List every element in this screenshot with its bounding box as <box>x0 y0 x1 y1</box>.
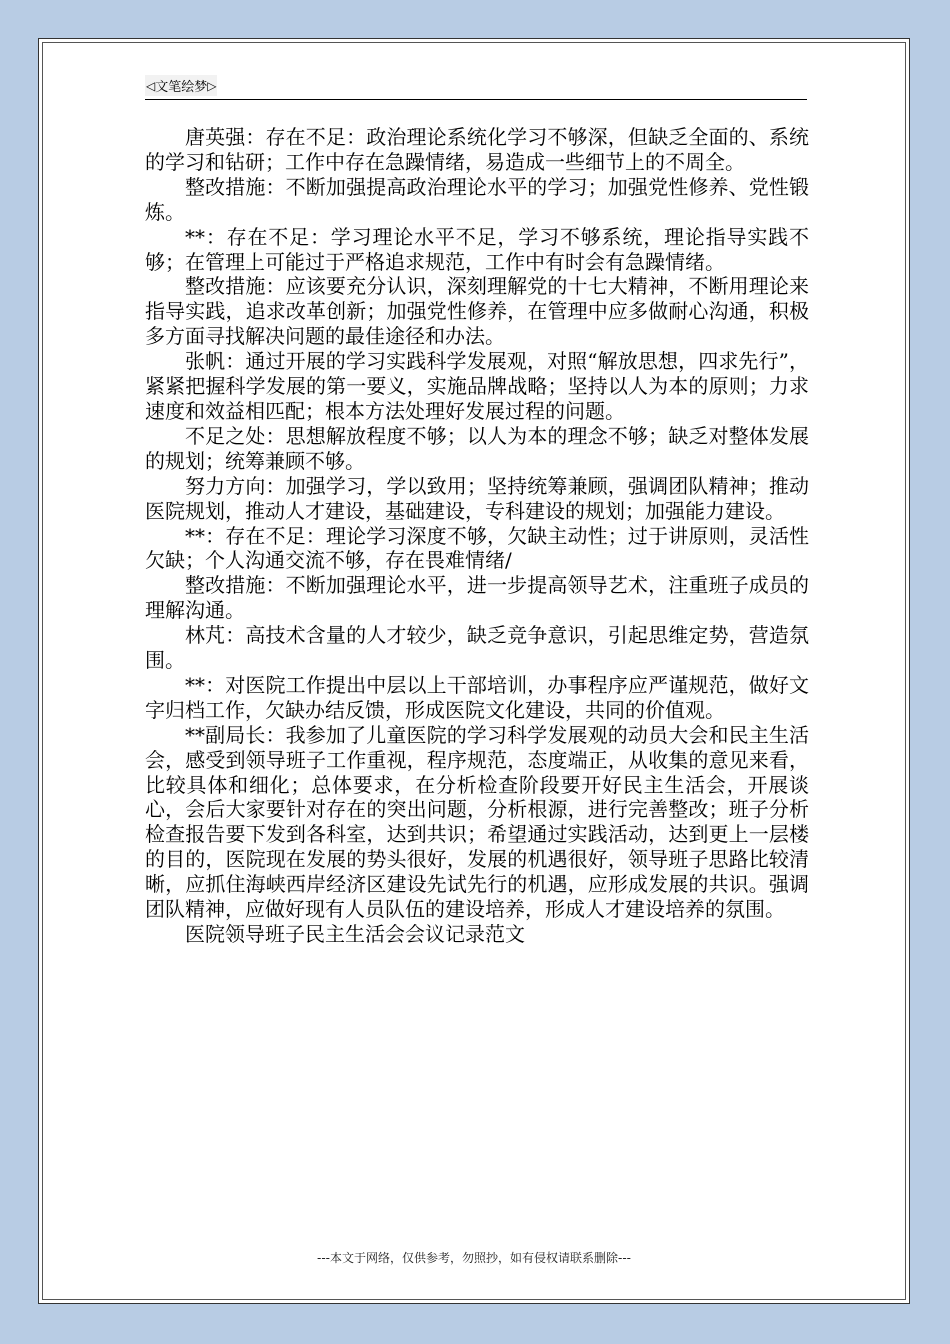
paragraph: 整改措施：应该要充分认识，深刻理解党的十七大精神，不断用理论来指导实践，追求改革创新；加强党性修养，在管理中应多做耐心沟通，积极多方面寻找解决问题的最佳途径和办法。 <box>145 274 809 349</box>
paragraph: **副局长：我参加了儿童医院的学习科学发展观的动员大会和民主生活会，感受到领导班子工作重视，程序规范，态度端正，从收集的意见来看，比较具体和细化；总体要求，在分析检查阶段要开好民主生活会，开展谈心，会后大家要针对存在的突出问题，分析根源，进行完善整改；班子分析检查报告要下发到各科室，达到共识；希望通过实践活动，达到更上一层楼的目的，医院现在发展的势头很好，发展的机遇很好，领导班子思路比较清晰，应抓住海峡西岸经济区建设先试先行的机遇，应形成发展的共识。强调团队精神，应做好现有人员队伍的建设培养，形成人才建设培养的氛围。 <box>145 722 809 922</box>
page-footer: ---本文于网络，仅供参考，勿照抄，如有侵权请联系删除--- <box>317 1251 631 1265</box>
paragraph: **：存在不足：学习理论水平不足，学习不够系统，理论指导实践不够；在管理上可能过于严格追求规范，工作中有时会有急躁情绪。 <box>145 224 809 274</box>
triangle-left-icon: ◁ <box>146 78 156 93</box>
paragraph: 整改措施：不断加强提高政治理论水平的学习；加强党性修养、党性锻炼。 <box>145 174 809 224</box>
paragraph: 整改措施：不断加强理论水平，进一步提高领导艺术，注重班子成员的理解沟通。 <box>145 573 809 623</box>
document-title-line: 医院领导班子民主生活会会议记录范文 <box>185 922 525 946</box>
document-page <box>38 38 910 1304</box>
paragraph: 努力方向：加强学习，学以致用；坚持统筹兼顾，强调团队精神；推动医院规划，推动人才建设，基础建设，专科建设的规划；加强能力建设。 <box>145 473 809 523</box>
paragraph: **：存在不足：理论学习深度不够，欠缺主动性；过于讲原则，灵活性欠缺；个人沟通交流不够，存在畏难情绪/ <box>145 523 809 573</box>
page-header <box>145 75 807 100</box>
paragraph: 林芃：高技术含量的人才较少，缺乏竞争意识，引起思维定势，营造氛围。 <box>145 623 809 673</box>
paragraph: 唐英强：存在不足：政治理论系统化学习不够深，但缺乏全面的、系统的学习和钻研；工作中存在急躁情绪，易造成一些细节上的不周全。 <box>145 125 809 174</box>
header-logo <box>145 75 217 96</box>
paragraph: 张帆：通过开展的学习实践科学发展观，对照“解放思想，四求先行”，紧紧把握科学发展的第一要义，实施品牌战略；坚持以人为本的原则；力求速度和效益相匹配；根本方法处理好发展过程的问题。 <box>145 349 809 423</box>
triangle-right-icon: ▷ <box>207 78 217 93</box>
header-logo-text: 文笔绘梦 <box>155 80 208 95</box>
paragraph: 不足之处：思想解放程度不够；以人为本的理念不够；缺乏对整体发展的规划；统筹兼顾不够。 <box>145 423 809 473</box>
document-body <box>145 125 809 947</box>
paragraph: **：对医院工作提出中层以上干部培训，办事程序应严谨规范，做好文字归档工作，欠缺办结反馈，形成医院文化建设，共同的价值观。 <box>145 672 809 722</box>
